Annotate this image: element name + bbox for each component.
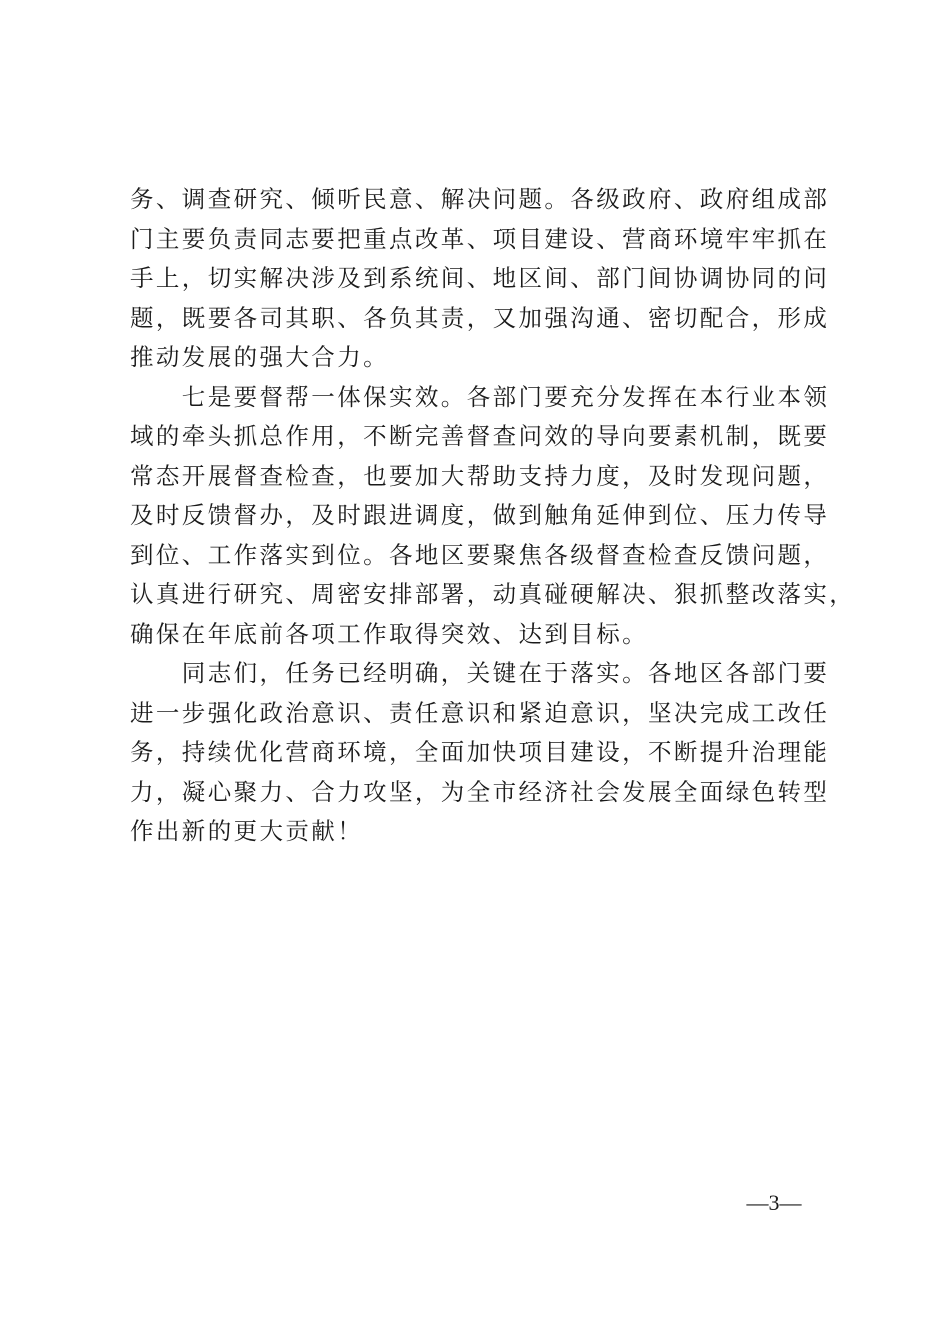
text-line: 务，持续优化营商环境，全面加快项目建设，不断提升治理能 bbox=[130, 738, 830, 766]
document-body bbox=[130, 180, 856, 852]
text-line: 作出新的更大贡献！ bbox=[130, 817, 364, 845]
text-line: 手上，切实解决涉及到系统间、地区间、部门间协调协同的问 bbox=[130, 264, 830, 292]
text-line: 常态开展督查检查，也要加大帮助支持力度，及时发现问题， bbox=[130, 461, 830, 490]
page-number: —3— bbox=[746, 1190, 802, 1215]
text-line: 门主要负责同志要把重点改革、项目建设、营商环境牢牢抓在 bbox=[130, 224, 830, 253]
text-line: 力，凝心聚力、合力攻坚，为全市经济社会发展全面绿色转型 bbox=[130, 777, 830, 806]
text-line: 进一步强化政治意识、责任意识和紧迫意识，坚决完成工改任 bbox=[130, 698, 830, 727]
text-line: 及时反馈督办，及时跟进调度，做到触角延伸到位、压力传导 bbox=[130, 501, 830, 529]
text-line: 到位、工作落实到位。各地区要聚焦各级督查检查反馈问题， bbox=[130, 540, 830, 569]
text-line: 域的牵头抓总作用，不断完善督查问效的导向要素机制，既要 bbox=[130, 422, 830, 450]
text-line: 推动发展的强大合力。 bbox=[130, 343, 389, 371]
text-line: 认真进行研究、周密安排部署，动真碰硬解决、狠抓整改落实， bbox=[130, 580, 856, 608]
text-line: 题，既要各司其职、各负其责，又加强沟通、密切配合，形成 bbox=[130, 303, 830, 332]
text-line: 务、调查研究、倾听民意、解决问题。各级政府、政府组成部 bbox=[130, 185, 830, 213]
text-line: 同志们，任务已经明确，关键在于落实。各地区各部门要 bbox=[130, 659, 830, 687]
text-line: 确保在年底前各项工作取得突效、达到目标。 bbox=[130, 619, 648, 648]
text-line: 七是要督帮一体保实效。各部门要充分发挥在本行业本领 bbox=[130, 382, 830, 411]
